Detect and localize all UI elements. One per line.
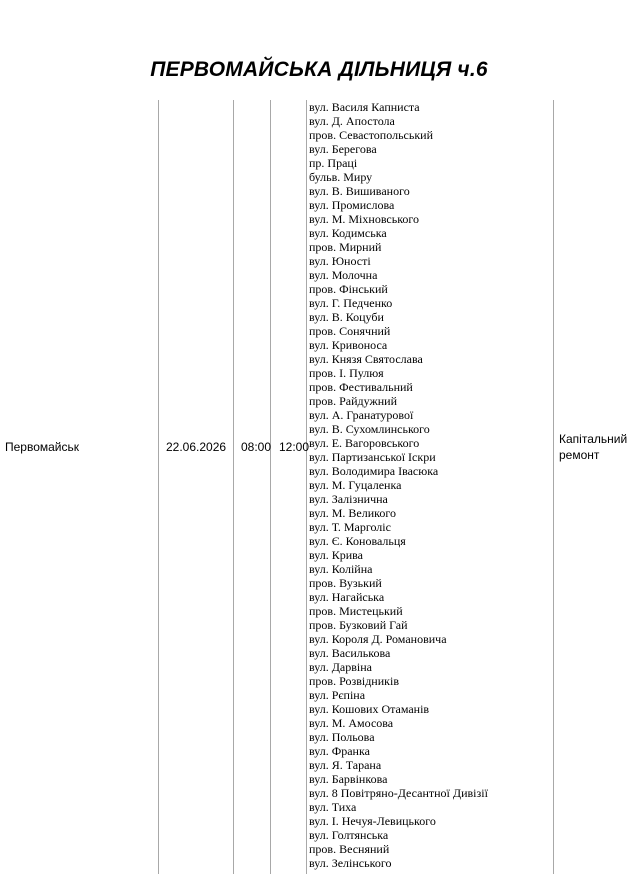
street-item: пров. Фестивальний — [309, 380, 413, 394]
street-item: вул. Є. Коновальця — [309, 534, 406, 548]
date-cell: 22.06.2026 — [166, 440, 227, 454]
street-item: вул. Колійна — [309, 562, 373, 576]
street-item: вул. Польова — [309, 730, 375, 744]
street-item: вул. Залізнична — [309, 492, 388, 506]
street-item: вул. І. Нечуя-Левицького — [309, 814, 436, 828]
street-item: вул. Крива — [309, 548, 363, 562]
street-item: вул. Володимира Івасюка — [309, 464, 439, 478]
column-divider — [306, 100, 307, 874]
street-item: пров. Вузький — [309, 576, 382, 590]
street-item: вул. 8 Повітряно-Десантної Дивізії — [309, 786, 488, 800]
street-item: вул. Франка — [309, 744, 370, 758]
street-item: пров. Севастопольський — [309, 128, 434, 142]
page-title: ПЕРВОМАЙСЬКА ДІЛЬНИЦЯ ч.6 — [150, 58, 488, 81]
street-item: пров. Сонячний — [309, 324, 391, 338]
street-item: пров. Бузковий Гай — [309, 618, 408, 632]
street-item: вул. Дарвіна — [309, 660, 372, 674]
street-item: вул. Кривоноса — [309, 338, 388, 352]
reason-cell-line2: ремонт — [559, 448, 600, 462]
street-item: пров. Райдужний — [309, 394, 398, 408]
street-item: вул. Юності — [309, 254, 371, 268]
street-item: вул. Василькова — [309, 646, 391, 660]
street-item: вул. А. Гранатурової — [309, 408, 414, 422]
street-item: вул. М. Гуцаленка — [309, 478, 402, 492]
street-item: вул. В. Вишиваного — [309, 184, 410, 198]
street-item: пров. Розвідників — [309, 674, 399, 688]
street-item: пр. Праці — [309, 156, 358, 170]
street-item: вул. Кошових Отаманів — [309, 702, 430, 716]
column-divider — [233, 100, 234, 874]
street-item: вул. Нагайська — [309, 590, 385, 604]
reason-cell-line1: Капітальний — [559, 432, 628, 446]
street-item: вул. Т. Марголіс — [309, 520, 391, 534]
street-item: вул. Г. Педченко — [309, 296, 393, 310]
street-item: вул. Молочна — [309, 268, 378, 282]
street-item: бульв. Миру — [309, 170, 373, 184]
street-item: вул. Барвінкова — [309, 772, 388, 786]
street-item: вул. Я. Тарана — [309, 758, 382, 772]
column-divider — [270, 100, 271, 874]
column-divider — [158, 100, 159, 874]
street-item: вул. Рєпіна — [309, 688, 366, 702]
column-divider — [553, 100, 554, 874]
street-item: пров. Весняний — [309, 842, 390, 856]
street-item: вул. Е. Вагоровського — [309, 436, 420, 450]
street-item: пров. Фінський — [309, 282, 388, 296]
street-item: вул. Зелінського — [309, 856, 392, 870]
street-item: вул. М. Амосова — [309, 716, 394, 730]
street-item: вул. Князя Святослава — [309, 352, 423, 366]
street-item: вул. В. Сухомлинського — [309, 422, 430, 436]
street-item: вул. Короля Д. Романовича — [309, 632, 447, 646]
locality-cell: Первомайськ — [5, 440, 80, 454]
end-time-cell: 12:00 — [279, 440, 310, 454]
street-item: вул. Промислова — [309, 198, 395, 212]
start-time-cell: 08:00 — [241, 440, 272, 454]
street-item: вул. М. Великого — [309, 506, 396, 520]
street-item: вул. Партизанської Іскри — [309, 450, 436, 464]
street-item: вул. М. Міхновського — [309, 212, 420, 226]
street-item: вул. Голтянська — [309, 828, 389, 842]
street-item: пров. Мирний — [309, 240, 382, 254]
street-item: вул. Берегова — [309, 142, 377, 156]
street-item: вул. В. Коцуби — [309, 310, 384, 324]
street-item: вул. Д. Апостола — [309, 114, 395, 128]
street-item: вул. Тиха — [309, 800, 357, 814]
street-item: пров. І. Пулюя — [309, 366, 384, 380]
street-item: пров. Мистецький — [309, 604, 403, 618]
street-list — [309, 100, 553, 870]
street-item: вул. Василя Капниста — [309, 100, 420, 114]
street-item: вул. Кодимська — [309, 226, 387, 240]
